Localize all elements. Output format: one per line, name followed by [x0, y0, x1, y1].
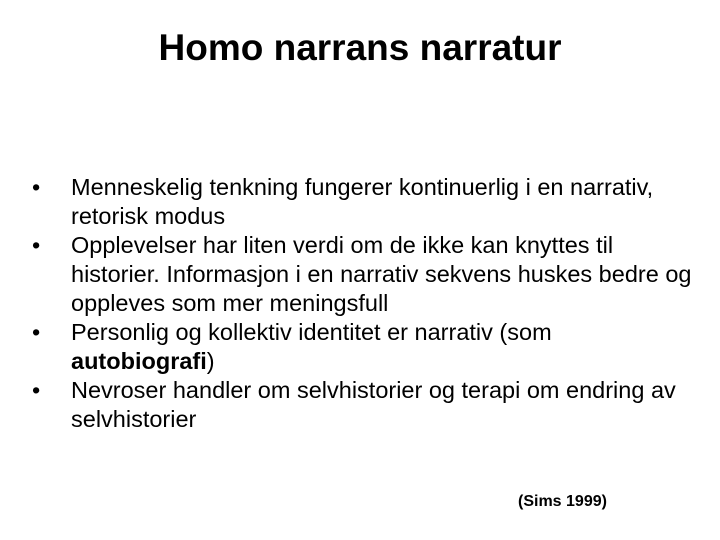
bullet-marker: • — [32, 232, 41, 258]
citation: (Sims 1999) — [518, 493, 607, 510]
bullet-marker: • — [32, 319, 41, 345]
bullet-text: Nevroser handler om selvhistorier og terapi om endring av selvhistorier — [71, 377, 676, 432]
bullet-marker: • — [32, 174, 41, 200]
bullet-marker: • — [32, 377, 41, 403]
bullet-text: Opplevelser har liten verdi om de ikke kan knyttes til historier. Informasjon i en narrativ sekvens huskes bedre og oppleves som mer meningsfull — [71, 232, 692, 316]
bullet-item — [32, 318, 692, 376]
bullet-text: Menneskelig tenkning fungerer kontinuerlig i en narrativ, retorisk modus — [71, 174, 654, 229]
bullet-text-after: ) — [206, 348, 215, 374]
bullet-text-bold: autobiografi — [71, 348, 207, 374]
bullet-list — [32, 173, 692, 434]
slide-title: Homo narrans narratur — [158, 27, 562, 68]
bullet-text-before: Personlig og kollektiv identitet er narrativ (som — [71, 319, 552, 345]
bullet-item — [32, 231, 692, 318]
bullet-item — [32, 173, 692, 231]
bullet-item — [32, 376, 692, 434]
